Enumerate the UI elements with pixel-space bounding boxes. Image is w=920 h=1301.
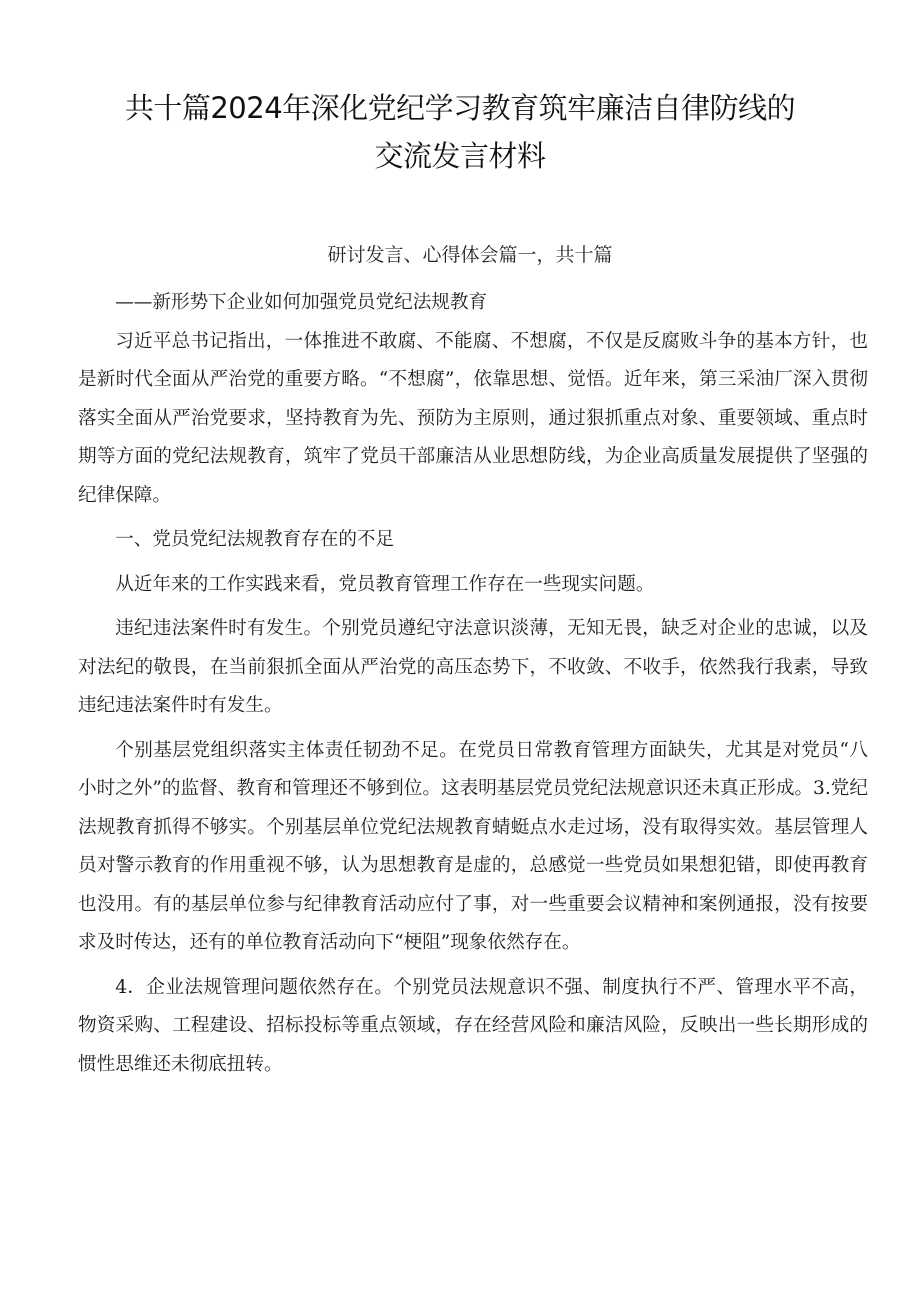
section-heading-1: 一、党员党纪法规教育存在的不足 — [115, 529, 395, 550]
document-subtitle: 研讨发言、心得体会篇一，共十篇 — [327, 244, 613, 266]
lead-subheading: ——新形势下企业如何加强党员党纪法规教育 — [115, 292, 488, 313]
paragraph-regulations: 4．企业法规管理问题依然存在。个别党员法规意识不强、制度执行不严、管理水平不高，物资采购、工程建设、招标投标等重点领域，存在经营风险和廉洁风险，反映出一些长期形成的惯性思维还未彻底扭转。 — [78, 976, 868, 1075]
paragraph-practice: 从近年来的工作实践来看，党员教育管理工作存在一些现实问题。 — [115, 573, 655, 595]
paragraph-violations: 违纪违法案件时有发生。个别党员遵纪守法意识淡薄，无知无畏，缺乏对企业的忠诚，以及对法纪的敬畏，在当前狠抓全面从严治党的高压态势下，不收敛、不收手，依然我行我素，导致违纪违法案件时有发生。 — [78, 618, 868, 716]
document-body — [78, 284, 868, 1084]
document-title — [60, 84, 860, 180]
title-line-2: 交流发言材料 — [374, 139, 546, 173]
title-line-1: 共十篇2024年深化党纪学习教育筑牢廉洁自律防线的 — [124, 91, 796, 125]
paragraph-intro: 习近平总书记指出，一体推进不敢腐、不能腐、不想腐，不仅是反腐败斗争的基本方针，也是新时代全面从严治党的重要方略。“不想腐”，依靠思想、觉悟。近年来，第三采油厂深入贯彻落实全面从严治党要求，坚持教育为先、预防为主原则，通过狠抓重点对象、重要领域、重点时期等方面的党纪法规教育，筑牢了党员干部廉洁从业思想防线，为企业高质量发展提供了坚强的纪律保障。 — [78, 330, 868, 506]
paragraph-responsibility: 个别基层党组织落实主体责任韧劲不足。在党员日常教育管理方面缺失，尤其是对党员“八小时之外”的监督、教育和管理还不够到位。这表明基层党员党纪法规意识还未真正形成。3.党纪法规教育抓得不够实。个别基层单位党纪法规教育蜻蜓点水走过场，没有取得实效。基层管理人员对警示教育的作用重视不够，认为思想教育是虚的，总感觉一些党员如果想犯错，即使再教育也没用。有的基层单位参与纪律教育活动应付了事，对一些重要会议精神和案例通报，没有按要求及时传达，还有的单位教育活动向下“梗阻”现象依然存在。 — [78, 739, 868, 953]
